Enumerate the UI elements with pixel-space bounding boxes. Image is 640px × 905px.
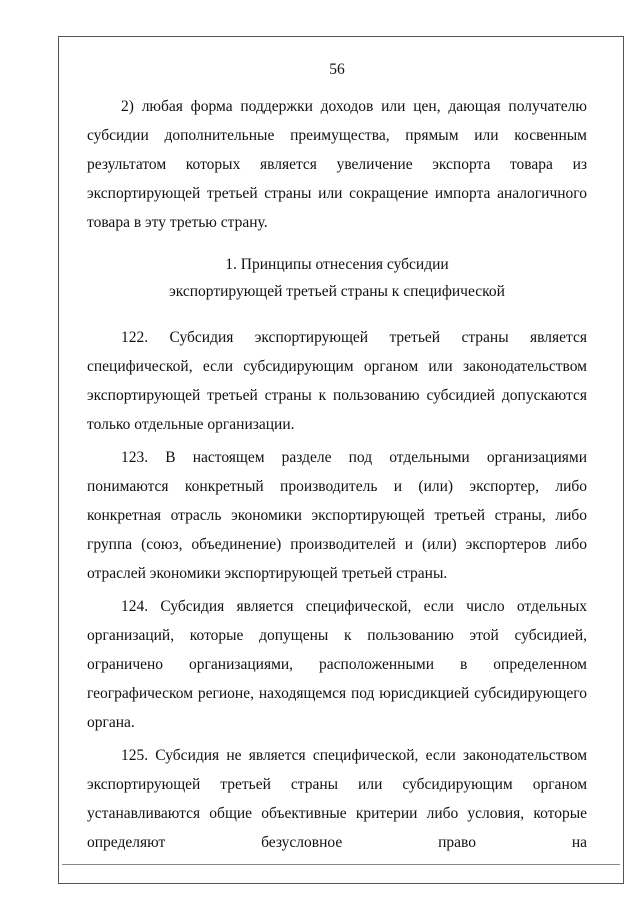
paragraph-2: 2) любая форма поддержки доходов или цен, дающая получателю субсидии дополнительные преимущества, прямым или косвенным результатом которых является увеличение экспорта товара из экспортирующей третьей страны или сокращение импорта аналогичного товара в эту третью страну. [87,98,587,231]
section-heading [87,251,587,305]
page-number: 56 [329,61,345,78]
heading-line-1: 1. Принципы отнесения субсидии [225,256,449,273]
paragraph-124: 124. Субсидия является специфической, если число отдельных организаций, которые допущены к пользованию этой субсидией, ограничено организациями, расположенными в определенном географическом регионе, находящемся под юрисдикцией субсидирующего органа. [87,598,587,731]
paragraph-125: 125. Субсидия не является специфической, если законодательством экспортирующей третьей страны или субсидирующим органом устанавливаются общие объективные критерии либо условия, которые определяют безусловное право на [87,747,587,851]
document-body [87,55,587,857]
heading-line-2: экспортирующей третьей страны к специфической [169,283,505,300]
paragraph-123: 123. В настоящем разделе под отдельными организациями понимаются конкретный производитель и (или) экспортер, либо конкретная отрасль экономики экспортирующей третьей страны, либо группа (союз, объединение) производителей и (или) экспортеров либо отраслей экономики экспортирующей третьей страны. [87,449,587,582]
paragraph-122: 122. Субсидия экспортирующей третьей страны является специфической, если субсидирующим органом или законодательством экспортирующей третьей страны к пользованию субсидией допускаются только отдельные организации. [87,329,587,433]
